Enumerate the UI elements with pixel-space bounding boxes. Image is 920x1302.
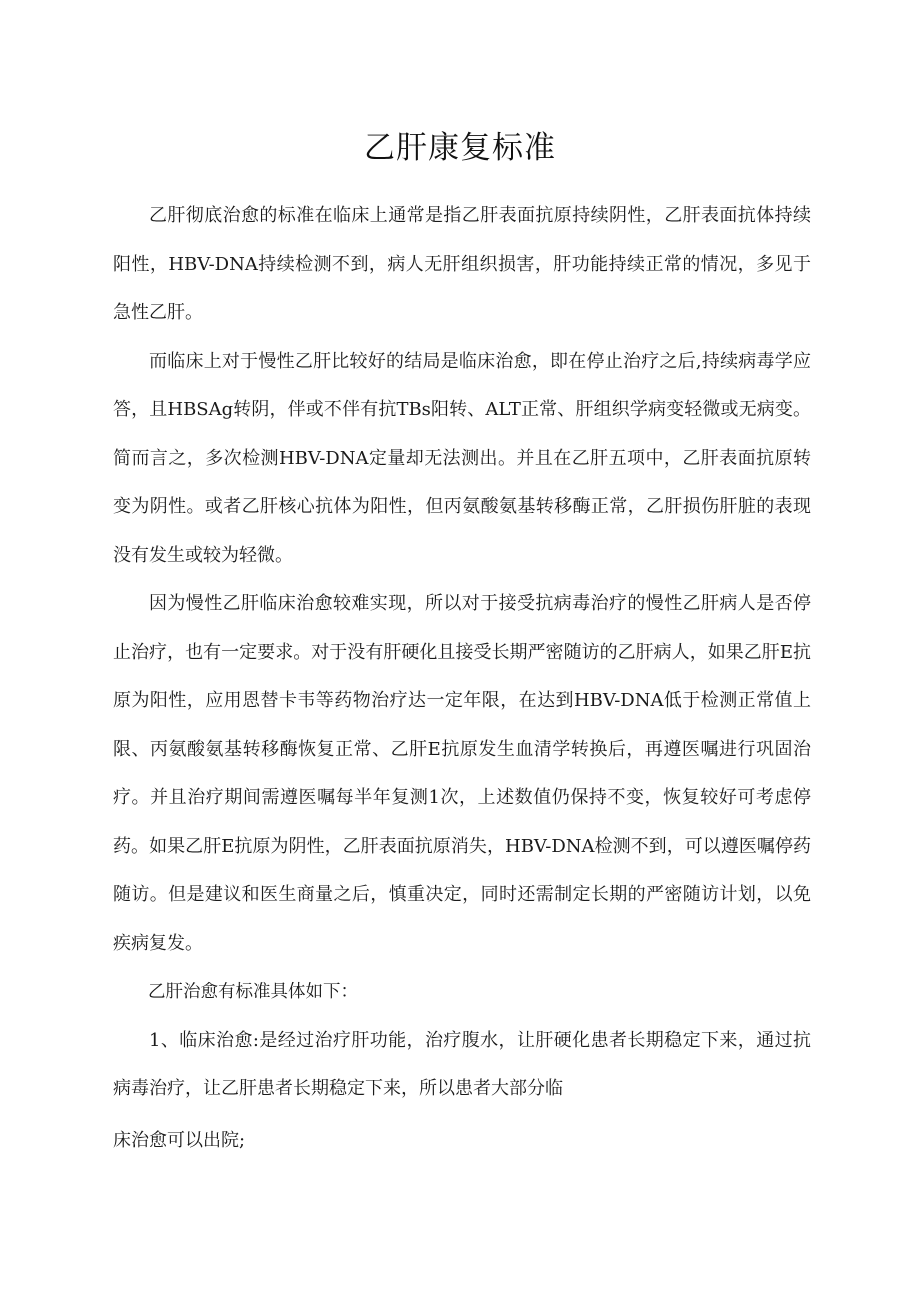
paragraph-stop-treatment: 因为慢性乙肝临床治愈较难实现，所以对于接受抗病毒治疗的慢性乙肝病人是否停止治疗，也有一定要求。对于没有肝硬化且接受长期严密随访的乙肝病人，如果乙肝E抗原为阳性，应用恩替卡韦等药物治疗达一定年限，在达到HBV-DNA低于检测正常值上限、丙氨酸氨基转移酶恢复正常、乙肝E抗原发生血清学转换后，再遵医嘱进行巩固治疗。并且治疗期间需遵医嘱每半年复测1次，上述数值仍保持不变，恢复较好可考虑停药。如果乙肝E抗原为阴性，乙肝表面抗原消失，HBV-DNA检测不到，可以遵医嘱停药随访。但是建议和医生商量之后，慎重决定，同时还需制定长期的严密随访计划，以免疾病复发。	[113, 593, 811, 954]
paragraph-cure-definition: 乙肝彻底治愈的标准在临床上通常是指乙肝表面抗原持续阴性，乙肝表面抗体持续阳性，HBV-DNA持续检测不到，病人无肝组织损害，肝功能持续正常的情况，多见于急性乙肝。	[113, 205, 811, 323]
list-item-clinical-cure-tail: 床治愈可以出院;	[113, 1129, 246, 1151]
page-title: 乙肝康复标准	[364, 130, 556, 166]
list-item-clinical-cure: 1、临床治愈:是经过治疗肝功能，治疗腹水，让肝硬化患者长期稳定下来，通过抗病毒治疗，让乙肝患者长期稳定下来，所以患者大部分临	[113, 1029, 811, 1099]
paragraph-clinical-cure: 而临床上对于慢性乙肝比较好的结局是临床治愈，即在停止治疗之后,持续病毒学应答，且HBSAg转阴，伴或不伴有抗TBs阳转、ALT正常、肝组织学病变轻微或无病变。简而言之，多次检测HBV-DNA定量却无法测出。并且在乙肝五项中，乙肝表面抗原转变为阴性。或者乙肝核心抗体为阳性，但丙氨酸氨基转移酶正常，乙肝损伤肝脏的表现没有发生或较为轻微。	[113, 350, 811, 566]
document-body	[113, 192, 811, 1165]
section-heading: 乙肝治愈有标准具体如下：	[148, 982, 358, 1002]
